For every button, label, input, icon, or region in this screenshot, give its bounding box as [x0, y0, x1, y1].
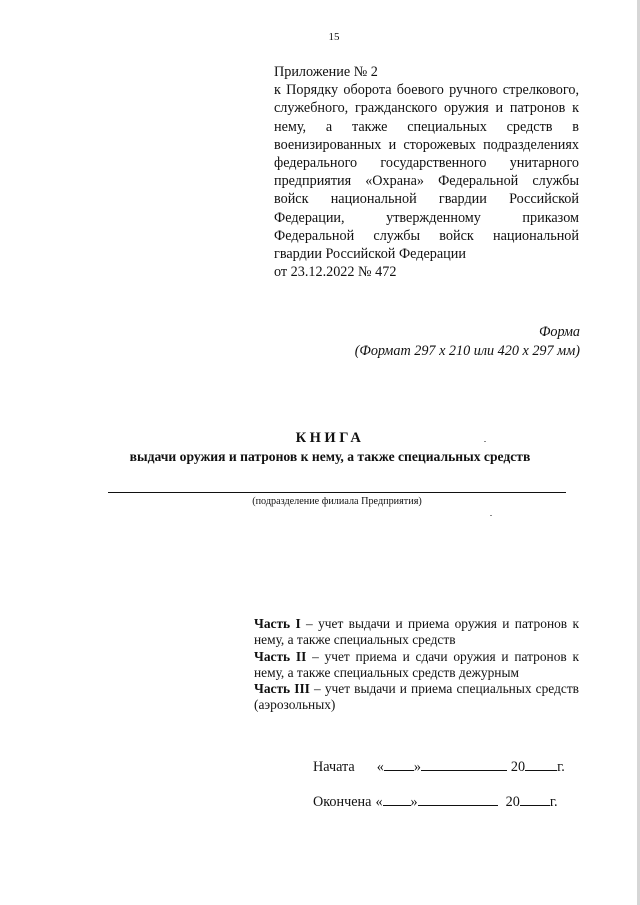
- book-title-sub: выдачи оружия и патронов к нему, а также специальных средств: [129, 449, 531, 464]
- scan-speck: [484, 441, 486, 442]
- subdivision-caption: (подразделение филиала Предприятия): [252, 496, 422, 507]
- appendix-date: от 23.12.2022 № 472: [274, 264, 397, 281]
- quote-open: «: [376, 759, 384, 775]
- month-blank: [418, 792, 498, 806]
- part-2-label: Часть II: [254, 648, 307, 664]
- form-format: (Формат 297 х 210 или 420 х 297 мм): [354, 343, 580, 359]
- date-ended-label: Окончена: [313, 794, 372, 810]
- part-1: [254, 616, 579, 649]
- year-blank: [520, 792, 550, 806]
- part-3-label: Часть III: [254, 681, 310, 697]
- form-label: [355, 323, 580, 361]
- quote-open: «: [375, 794, 383, 810]
- appendix-title: Приложение № 2: [274, 64, 378, 80]
- year-prefix: 20: [505, 794, 520, 810]
- date-started-label: Начата: [313, 759, 355, 775]
- part-1-label: Часть I: [254, 616, 301, 631]
- appendix-body: к Порядку оборота боевого ручного стрелкового, служебного, гражданского оружия и патронов к нему, а также специальных средств в военизированных и сторожевых подразделениях федерального государственного унитарного предприятия «Охрана» Федеральной службы войск национальной гвардии Российской Федерации, утвержденному приказом Федеральной службы войск национальной гвардии Российской Федерации: [274, 82, 579, 263]
- part-2-text: – учет приема и сдачи оружия и патронов к нему, а также специальных средств дежурным: [254, 648, 579, 680]
- book-title-main: КНИГА: [295, 430, 365, 446]
- quote-close: »: [410, 794, 418, 810]
- quote-close: »: [413, 759, 421, 775]
- scan-speck: [490, 515, 492, 516]
- part-1-text: – учет выдачи и приема оружия и патронов к нему, а также специальных средств: [254, 616, 579, 648]
- part-2: [254, 649, 579, 682]
- year-suffix: г.: [549, 794, 558, 810]
- book-parts: [254, 616, 579, 714]
- year-suffix: г.: [557, 759, 565, 775]
- date-ended-row: [313, 792, 581, 812]
- page-number: 15: [328, 31, 340, 43]
- date-started-row: [313, 757, 581, 777]
- month-blank: [421, 757, 507, 771]
- subdivision-line: [108, 492, 566, 493]
- part-3-text: – учет выдачи и приема специальных средств (аэрозольных): [254, 681, 579, 713]
- form-word: Форма: [538, 324, 580, 340]
- day-blank: [383, 792, 411, 806]
- day-blank: [384, 757, 414, 771]
- part-3: [254, 681, 579, 714]
- appendix-block: [274, 63, 579, 281]
- year-prefix: 20: [510, 759, 526, 775]
- year-blank: [525, 757, 557, 771]
- book-title: [0, 428, 640, 466]
